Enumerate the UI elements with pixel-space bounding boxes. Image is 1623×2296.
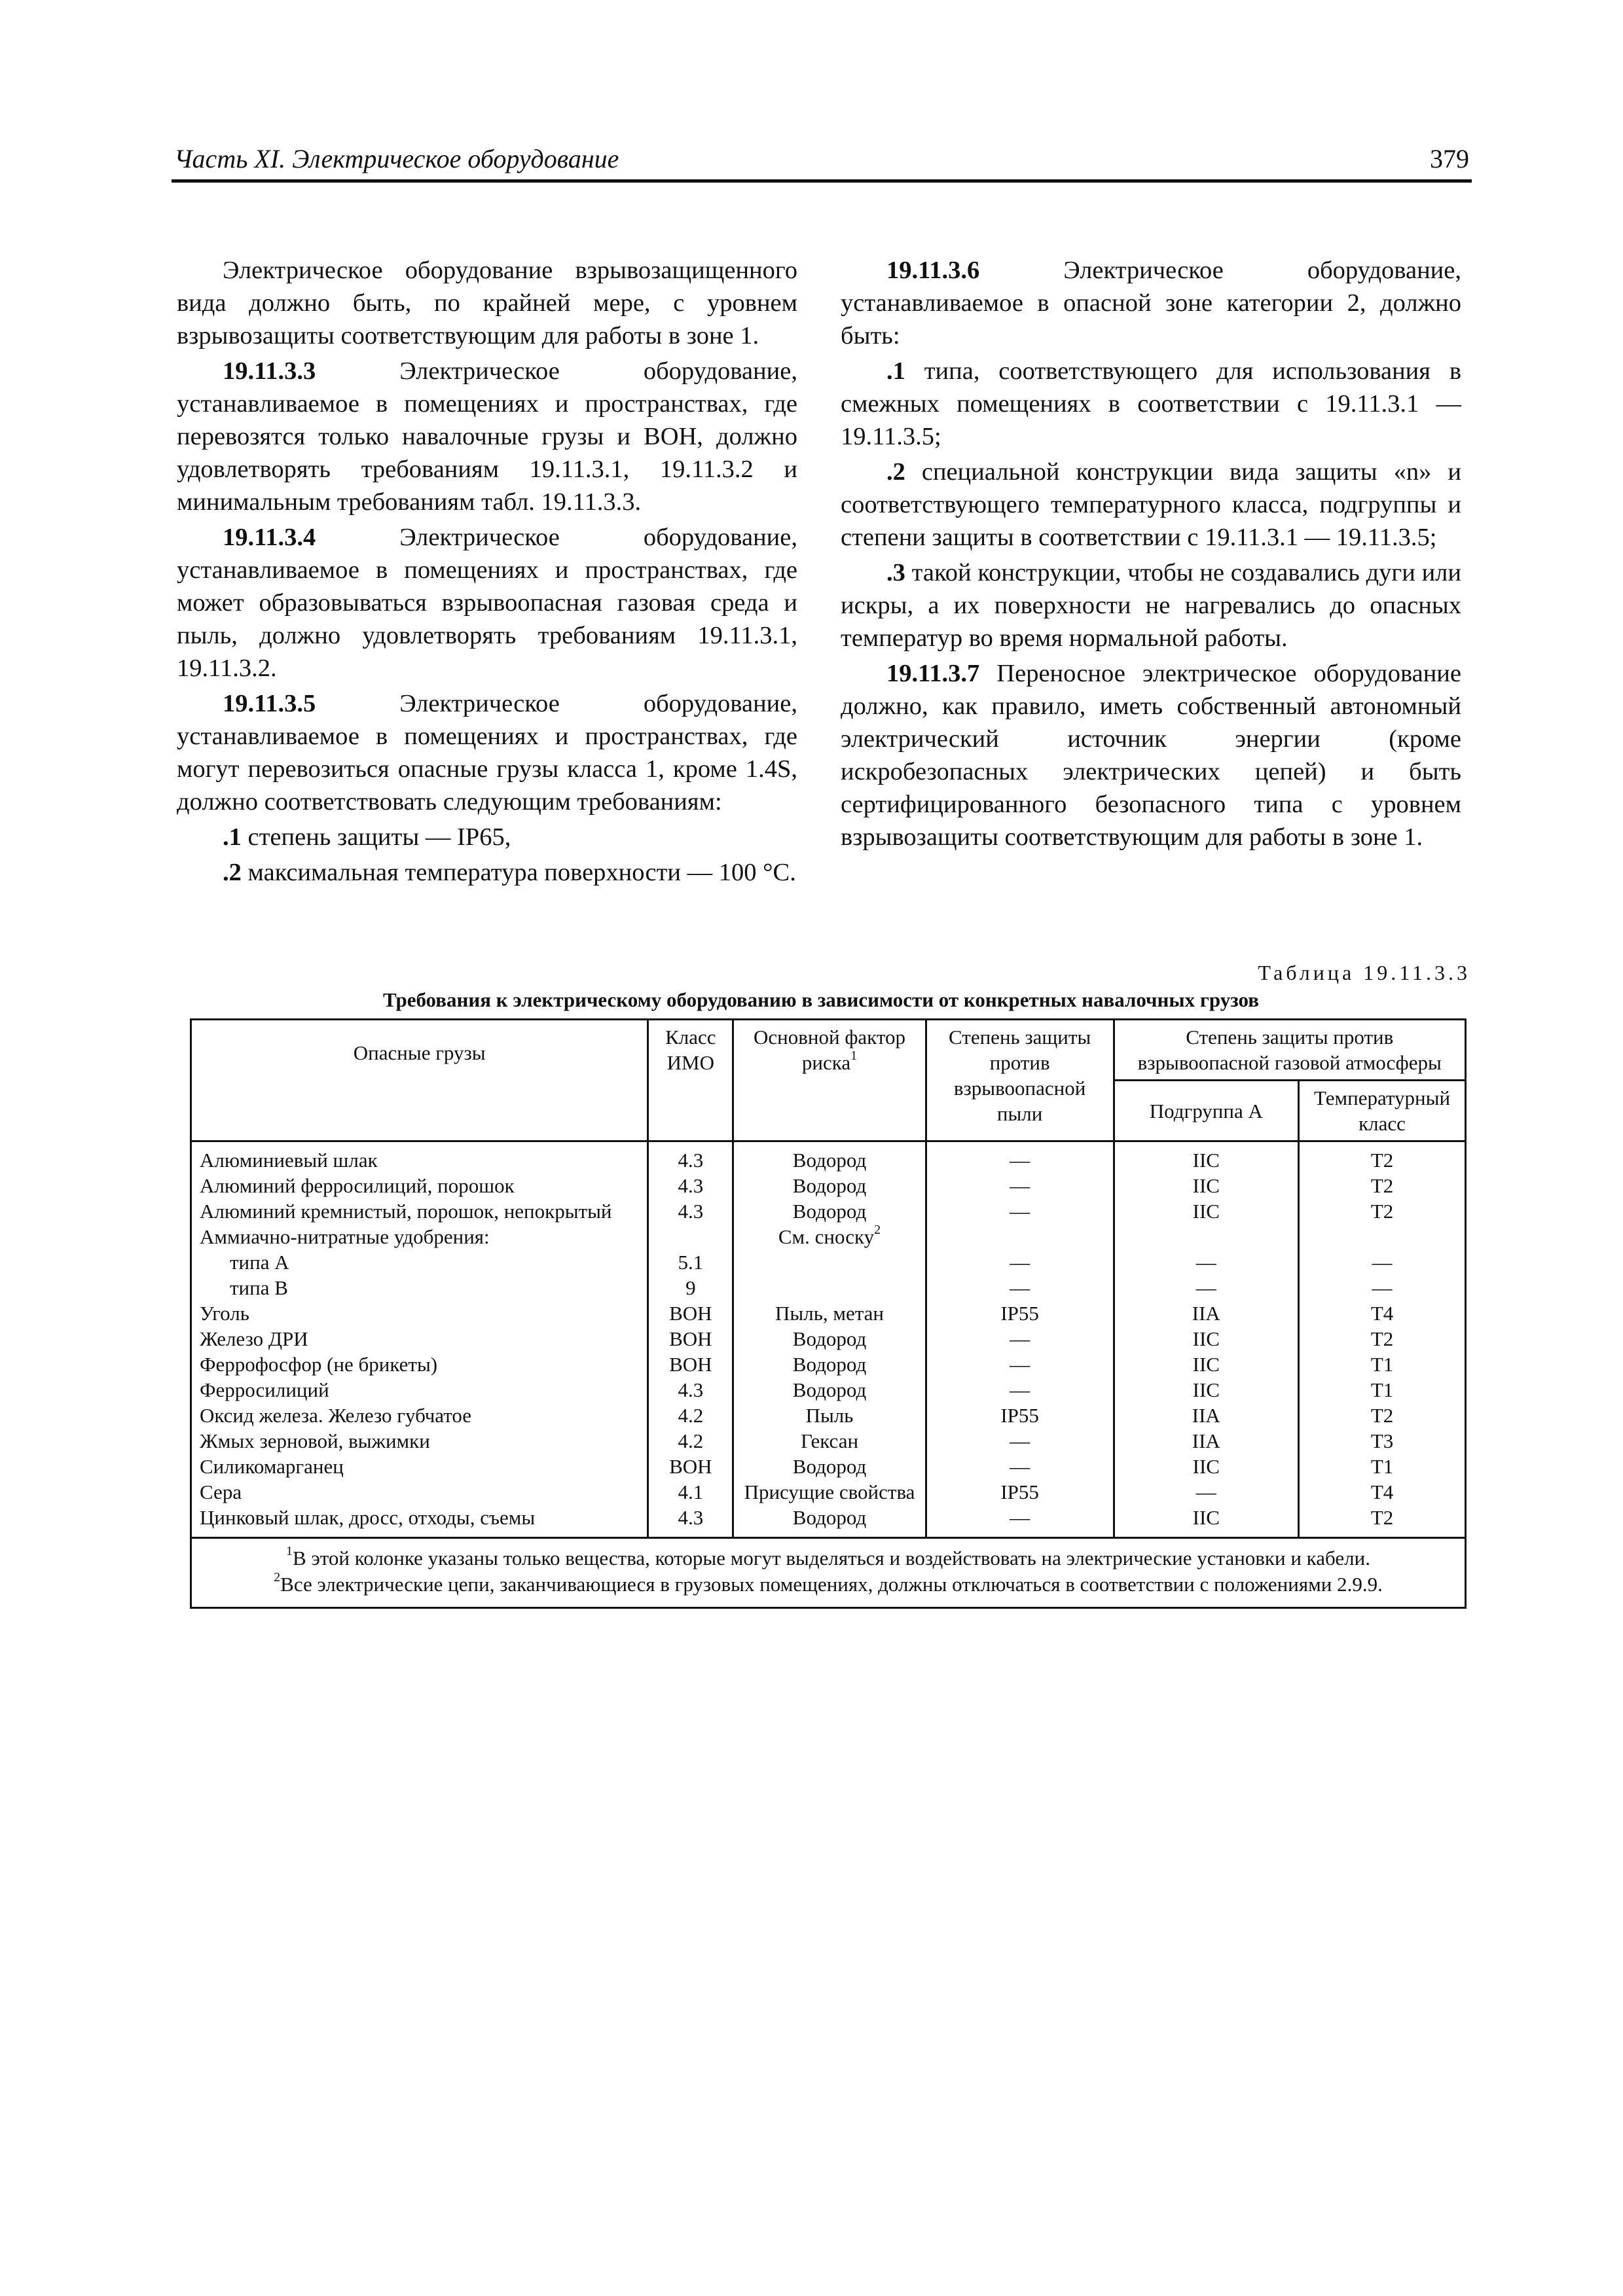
- cell-cargo: типа А: [191, 1249, 648, 1275]
- cell-risk-factor: См. сноску$^2$: [733, 1224, 926, 1249]
- item-number: .2: [886, 458, 905, 486]
- header-risk-factor: Основной фактор риска$^1$: [733, 1020, 926, 1141]
- table-row: [191, 1326, 1466, 1352]
- cell-risk-factor: Водород: [733, 1141, 926, 1174]
- cell-cargo: Аммиачно-нитратные удобрения:: [191, 1224, 648, 1249]
- cell-temp-class: T1: [1299, 1454, 1466, 1479]
- cell-subgroup: —: [1114, 1275, 1299, 1300]
- cell-cargo: Оксид железа. Железо губчатое: [191, 1403, 648, 1428]
- cell-temp-class: T4: [1299, 1479, 1466, 1505]
- paragraph-19-11-3-4: 19.11.3.4 Электрическое оборудование, устанавливаемое в помещениях и пространствах, где может образовываться взрывоопасная газовая среда и пыль, должно удовлетворять требованиям 19.11.3.1, 19.11.3.2.: [177, 524, 797, 682]
- item-number: .1: [886, 357, 905, 385]
- cell-risk-factor: Водород: [733, 1377, 926, 1403]
- cell-temp-class: T2: [1299, 1505, 1466, 1538]
- cell-risk-factor: [733, 1275, 926, 1300]
- cell-subgroup: IIC: [1114, 1454, 1299, 1479]
- cell-subgroup: —: [1114, 1249, 1299, 1275]
- cell-temp-class: T1: [1299, 1352, 1466, 1377]
- cell-imo-class: 4.2: [648, 1403, 733, 1428]
- cell-imo-class: 5.1: [648, 1249, 733, 1275]
- cell-imo-class: 9: [648, 1275, 733, 1300]
- cell-cargo: Силикомарганец: [191, 1454, 648, 1479]
- table-caption: Таблица 19.11.3.3: [1258, 961, 1470, 984]
- list-item-2: .2 максимальная температура поверхности — 100 °С.: [223, 859, 796, 886]
- clause-number: 19.11.3.5: [223, 690, 316, 717]
- cell-subgroup: IIC: [1114, 1173, 1299, 1198]
- cell-risk-factor: Присущие свойства: [733, 1479, 926, 1505]
- cell-cargo: типа В: [191, 1275, 648, 1300]
- cell-temp-class: T2: [1299, 1403, 1466, 1428]
- cell-temp-class: T2: [1299, 1173, 1466, 1198]
- cell-temp-class: T3: [1299, 1428, 1466, 1454]
- cell-dust-protection: —: [926, 1198, 1114, 1224]
- cell-imo-class: ВОН: [648, 1352, 733, 1377]
- table-row: [191, 1377, 1466, 1403]
- cell-cargo: Уголь: [191, 1300, 648, 1326]
- cell-dust-protection: —: [926, 1275, 1114, 1300]
- cell-imo-class: ВОН: [648, 1326, 733, 1352]
- cell-cargo: Алюминий кремнистый, порошок, непокрытый: [191, 1198, 648, 1224]
- cell-imo-class: [648, 1224, 733, 1249]
- cell-risk-factor: Пыль, метан: [733, 1300, 926, 1326]
- cell-cargo: Жмых зерновой, выжимки: [191, 1428, 648, 1454]
- table-row: [191, 1479, 1466, 1505]
- requirements-table: [190, 1018, 1467, 1609]
- clause-number: 19.11.3.3: [223, 357, 316, 385]
- table-row: [191, 1275, 1466, 1300]
- cell-subgroup: IIA: [1114, 1428, 1299, 1454]
- cell-imo-class: 4.3: [648, 1505, 733, 1538]
- cell-dust-protection: —: [926, 1141, 1114, 1174]
- table-row: [191, 1198, 1466, 1224]
- paragraph-19-11-3-5: 19.11.3.5 Электрическое оборудование, устанавливаемое в помещениях и пространствах, где могут перевозиться опасные грузы класса 1, кроме 1.4S, должно соответствовать следующим требованиям:: [177, 690, 797, 816]
- cell-dust-protection: —: [926, 1377, 1114, 1403]
- cell-temp-class: T2: [1299, 1141, 1466, 1174]
- footnote-1: $^1$В этой колонке указаны только вещества, которые могут выделяться и воздействовать на электрические установки и кабели.: [286, 1543, 1370, 1570]
- table-row: [191, 1428, 1466, 1454]
- table-row: [191, 1352, 1466, 1377]
- cell-risk-factor: Пыль: [733, 1403, 926, 1428]
- cell-imo-class: ВОН: [648, 1454, 733, 1479]
- header-gas-protection: Степень защиты против взрывоопасной газовой атмосферы: [1114, 1020, 1465, 1081]
- cell-imo-class: 4.3: [648, 1198, 733, 1224]
- cell-cargo: Алюминиевый шлак: [191, 1141, 648, 1174]
- clause-number: 19.11.3.7: [886, 660, 980, 687]
- cell-temp-class: —: [1299, 1275, 1466, 1300]
- cell-cargo: Алюминий ферросилиций, порошок: [191, 1173, 648, 1198]
- cell-imo-class: 4.3: [648, 1377, 733, 1403]
- table-row: [191, 1173, 1466, 1198]
- cell-temp-class: T2: [1299, 1198, 1466, 1224]
- cell-subgroup: IIC: [1114, 1377, 1299, 1403]
- right-column: [841, 254, 1461, 853]
- cell-temp-class: T2: [1299, 1326, 1466, 1352]
- clause-number: 19.11.3.4: [223, 524, 316, 551]
- footnote-2: $^2$Все электрические цепи, заканчивающиеся в грузовых помещениях, должны отключаться в соответствии с положениями 2.9.9.: [274, 1570, 1383, 1596]
- cell-risk-factor: Водород: [733, 1505, 926, 1538]
- cell-dust-protection: —: [926, 1505, 1114, 1538]
- cell-risk-factor: [733, 1249, 926, 1275]
- cell-risk-factor: Водород: [733, 1454, 926, 1479]
- cell-dust-protection: IP55: [926, 1403, 1114, 1428]
- cell-cargo: Цинковый шлак, дросс, отходы, съемы: [191, 1505, 648, 1538]
- cell-dust-protection: —: [926, 1249, 1114, 1275]
- cell-temp-class: T4: [1299, 1300, 1466, 1326]
- cell-subgroup: IIA: [1114, 1403, 1299, 1428]
- cell-cargo: Железо ДРИ: [191, 1326, 648, 1352]
- cell-dust-protection: —: [926, 1173, 1114, 1198]
- cell-subgroup: IIC: [1114, 1505, 1299, 1538]
- cell-subgroup: IIC: [1114, 1198, 1299, 1224]
- cell-imo-class: ВОН: [648, 1300, 733, 1326]
- item-number: .1: [223, 823, 242, 851]
- cell-risk-factor: Водород: [733, 1326, 926, 1352]
- cell-imo-class: 4.3: [648, 1173, 733, 1198]
- paragraph: Электрическое оборудование взрывозащищенного вида должно быть, по крайней мере, с уровнем взрывозащиты соответствующим для работы в зоне 1.: [177, 257, 797, 350]
- cell-risk-factor: Водород: [733, 1198, 926, 1224]
- header-dust-protection: Степень защиты против взрывоопасной пыли: [926, 1020, 1114, 1141]
- table-title: Требования к электрическому оборудованию в зависимости от конкретных навалочных грузов: [382, 988, 1260, 1011]
- list-item-2: .2 специальной конструкции вида защиты «n» и соответствующего температурного класса, подгруппы и степени защиты в соответствии с 19.11.3.1 — 19.11.3.5;: [841, 458, 1461, 551]
- cell-subgroup: —: [1114, 1479, 1299, 1505]
- paragraph-19-11-3-7: 19.11.3.7 Переносное электрическое оборудование должно, как правило, иметь собственный автономный электрический источник энергии (кроме искробезопасных электрических цепей) и быть сертифицированного безопасного типа с уровнем взрывозащиты соответствующим для работы в зоне 1.: [841, 660, 1461, 851]
- header-temp-class: Температурный класс: [1299, 1081, 1466, 1141]
- cell-imo-class: 4.3: [648, 1141, 733, 1174]
- cell-dust-protection: IP55: [926, 1300, 1114, 1326]
- header-cargo: Опасные грузы: [191, 1020, 648, 1141]
- item-number: .3: [886, 559, 905, 586]
- cell-risk-factor: Гексан: [733, 1428, 926, 1454]
- cell-subgroup: IIA: [1114, 1300, 1299, 1326]
- table-row: [191, 1141, 1466, 1174]
- cell-imo-class: 4.1: [648, 1479, 733, 1505]
- header-subgroup: Подгруппа А: [1114, 1081, 1299, 1141]
- cell-dust-protection: —: [926, 1454, 1114, 1479]
- cell-dust-protection: —: [926, 1326, 1114, 1352]
- page-header: [172, 141, 1472, 183]
- table-row: [191, 1403, 1466, 1428]
- cell-subgroup: [1114, 1224, 1299, 1249]
- clause-number: 19.11.3.6: [886, 257, 980, 284]
- cell-cargo: Ферросилиций: [191, 1377, 648, 1403]
- cell-cargo: Сера: [191, 1479, 648, 1505]
- table-row: [191, 1224, 1466, 1249]
- list-item-1: .1 степень защиты — IP65,: [223, 823, 511, 851]
- running-title: Часть XI. Электрическое оборудование: [174, 144, 619, 173]
- paragraph-19-11-3-6: 19.11.3.6 Электрическое оборудование, устанавливаемое в опасной зоне категории 2, должно быть:: [841, 257, 1461, 350]
- cell-subgroup: IIC: [1114, 1141, 1299, 1174]
- item-number: .2: [223, 859, 242, 886]
- page-number: 379: [1430, 144, 1469, 173]
- table-footnotes: [191, 1538, 1466, 1608]
- left-column: [177, 254, 797, 889]
- cell-temp-class: [1299, 1224, 1466, 1249]
- cell-subgroup: IIC: [1114, 1352, 1299, 1377]
- table-row: [191, 1454, 1466, 1479]
- header-imo-class: Класс ИМО: [648, 1020, 733, 1141]
- cell-dust-protection: —: [926, 1428, 1114, 1454]
- cell-subgroup: IIC: [1114, 1326, 1299, 1352]
- list-item-1: .1 типа, соответствующего для использования в смежных помещениях в соответствии с 19.11.3.1 — 19.11.3.5;: [841, 357, 1461, 450]
- table-row: [191, 1249, 1466, 1275]
- table-row: [191, 1300, 1466, 1326]
- paragraph-19-11-3-3: 19.11.3.3 Электрическое оборудование, устанавливаемое в помещениях и пространствах, где перевозятся только навалочные грузы и ВОН, должно удовлетворять требованиям 19.11.3.1, 19.11.3.2 и минимальным требованиям табл. 19.11.3.3.: [177, 357, 797, 516]
- list-item-3: .3 такой конструкции, чтобы не создавались дуги или искры, а их поверхности не нагревались до опасных температур во время нормальной работы.: [841, 559, 1461, 652]
- cell-dust-protection: —: [926, 1352, 1114, 1377]
- table-row: [191, 1505, 1466, 1538]
- cell-dust-protection: [926, 1224, 1114, 1249]
- cell-imo-class: 4.2: [648, 1428, 733, 1454]
- cell-dust-protection: IP55: [926, 1479, 1114, 1505]
- cell-risk-factor: Водород: [733, 1352, 926, 1377]
- cell-risk-factor: Водород: [733, 1173, 926, 1198]
- cell-temp-class: —: [1299, 1249, 1466, 1275]
- cell-temp-class: T1: [1299, 1377, 1466, 1403]
- cell-cargo: Феррофосфор (не брикеты): [191, 1352, 648, 1377]
